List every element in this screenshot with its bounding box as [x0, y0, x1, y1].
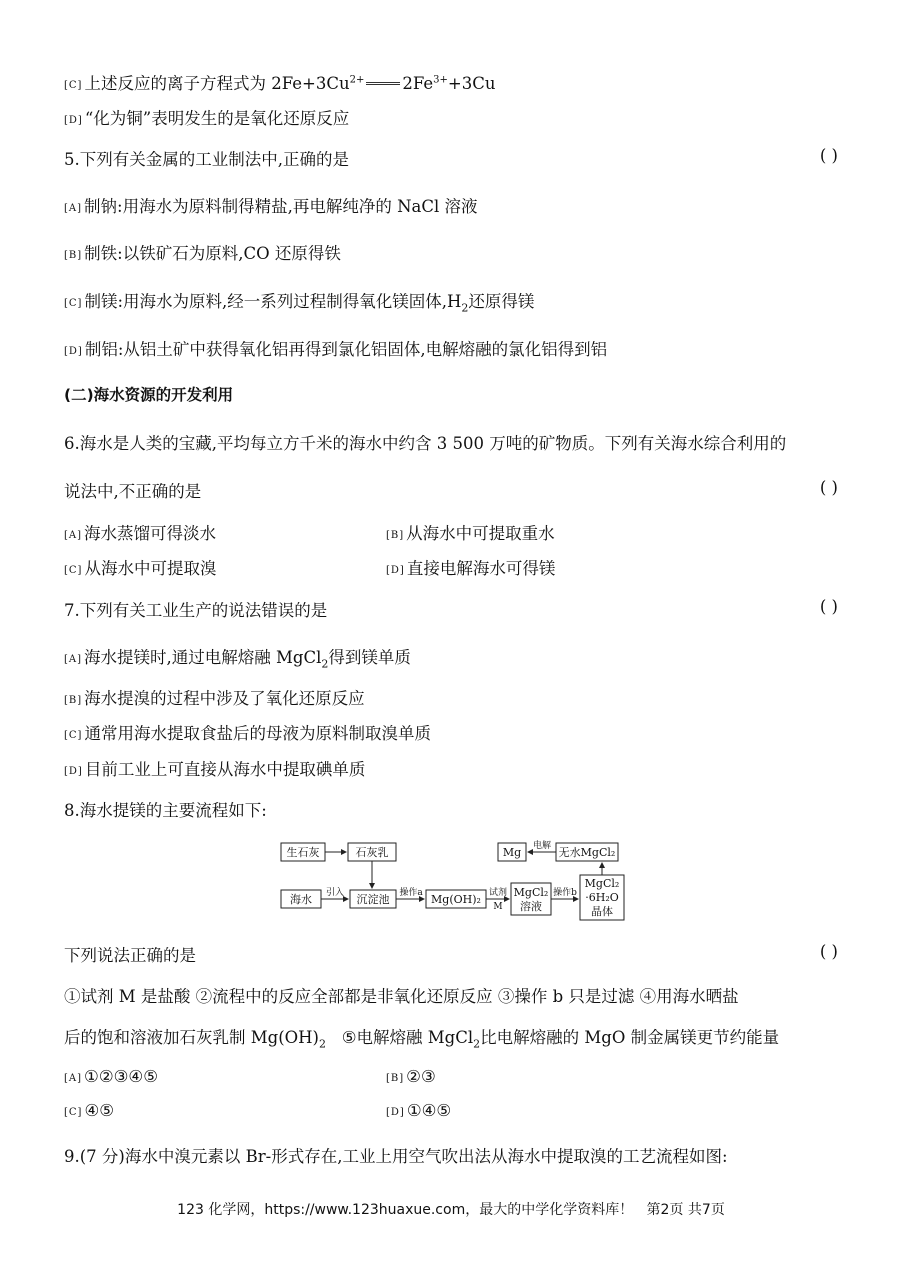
q5-option-a: [A] 制钠:用海水为原料制得精盐,再电解纯净的 NaCl 溶液 — [64, 197, 478, 216]
ionic-equation: $2Fe+3Cu^{2+}$ $2Fe^{3+}+3Cu$ — [271, 74, 496, 93]
label-operation-b: 操作b — [553, 888, 577, 898]
answer-paren: ( ) — [819, 597, 838, 616]
q8-option-a: [A] ①②③④⑤ — [64, 1067, 158, 1086]
q8-option-d: [D] ①④⑤ — [386, 1101, 452, 1120]
q6-stem-line2: 说法中,不正确的是 — [64, 482, 202, 501]
q9-stem: 9.(7 分)海水中溴元素以 Br-形式存在,工业上用空气吹出法从海水中提取溴的工艺流程如图: — [64, 1147, 728, 1166]
answer-paren: ( ) — [819, 478, 838, 497]
label-introduce: 引入 — [325, 888, 345, 898]
box-mgoh2: Mg(OH)₂ — [431, 893, 481, 906]
box-lime-milk: 石灰乳 — [355, 846, 389, 859]
label-reagent-2: M — [493, 902, 503, 912]
q8-statements-line2: 后的饱和溶液加石灰乳制 $Mg(OH)_2$ ⑤电解熔融 MgCl$_2$比电解熔融的 MgO 制金属镁更节约能量 — [64, 1028, 780, 1051]
q6-option-a: [A] 海水蒸馏可得淡水 — [64, 524, 217, 543]
label-operation-a: 操作a — [399, 888, 423, 898]
equals-sign — [366, 82, 400, 85]
box-seawater: 海水 — [290, 893, 312, 906]
label-reagent-1: 试剂 — [488, 888, 508, 898]
answer-paren: ( ) — [819, 146, 838, 165]
page-footer: 123 化学网，https://www.123huaxue.com，最大的中学化学资料库！ 第2页 共7页 — [177, 1202, 725, 1218]
option-text: 上述反应的离子方程式为 — [84, 74, 266, 93]
label-electrolysis: 电解 — [532, 841, 552, 851]
q7-option-b: [B] 海水提溴的过程中涉及了氧化还原反应 — [64, 689, 365, 708]
q5-option-d: [D] 制铝:从铝土矿中获得氧化铝再得到氯化铝固体,电解熔融的氯化铝得到铝 — [64, 340, 608, 359]
q7-option-a: [A] 海水提镁时,通过电解熔融 MgCl$_2$得到镁单质 — [64, 648, 411, 671]
box-quicklime: 生石灰 — [286, 846, 320, 859]
q8-question: 下列说法正确的是 — [64, 946, 196, 965]
box-mg: Mg — [502, 846, 522, 859]
box-mgcl2-solution-2: 溶液 — [520, 900, 542, 913]
q5-option-c: [C] 制镁:用海水为原料,经一系列过程制得氧化镁固体$,H_2$还原得镁 — [64, 292, 535, 315]
q8-statements-line1: ①试剂 M 是盐酸 ②流程中的反应全部都是非氧化还原反应 ③操作 b 只是过滤 ④用海水晒盐 — [64, 987, 739, 1006]
q5-stem: 5.下列有关金属的工业制法中,正确的是 — [64, 150, 349, 169]
box-crystal-1: MgCl₂ — [584, 877, 620, 890]
answer-paren: ( ) — [819, 942, 838, 961]
box-anhydrous-mgcl2: 无水MgCl₂ — [558, 846, 616, 859]
q7-stem: 7.下列有关工业生产的说法错误的是 — [64, 601, 328, 620]
q8-option-c: [C] ④⑤ — [64, 1101, 115, 1120]
q8-option-b: [B] ②③ — [386, 1067, 436, 1086]
box-crystal-2: ·6H₂O — [585, 891, 619, 904]
q7-option-d: [D] 目前工业上可直接从海水中提取碘单质 — [64, 760, 366, 779]
box-crystal-3: 晶体 — [591, 905, 613, 918]
box-mgcl2-solution-1: MgCl₂ — [513, 886, 549, 899]
q4-option-c — [64, 70, 496, 94]
q6-stem-line1: 6.海水是人类的宝藏,平均每立方千米的海水中约含 3 500 万吨的矿物质。下列有关海水综合利用的 — [64, 434, 787, 453]
q8-stem: 8.海水提镁的主要流程如下: — [64, 801, 267, 820]
q6-option-d: [D] 直接电解海水可得镁 — [386, 559, 556, 578]
box-settling-tank: 沉淀池 — [356, 893, 390, 906]
q7-option-c: [C] 通常用海水提取食盐后的母液为原料制取溴单质 — [64, 724, 431, 743]
magnesium-flow-diagram — [278, 838, 628, 924]
q5-option-b: [B] 制铁:以铁矿石为原料,CO 还原得铁 — [64, 244, 341, 263]
option-tag: [C] — [64, 80, 83, 91]
section-heading: (二)海水资源的开发利用 — [64, 386, 234, 404]
q6-option-b: [B] 从海水中可提取重水 — [386, 524, 555, 543]
q4-option-d: [D] “化为铜”表明发生的是氧化还原反应 — [64, 109, 350, 128]
q6-option-c: [C] 从海水中可提取溴 — [64, 559, 217, 578]
